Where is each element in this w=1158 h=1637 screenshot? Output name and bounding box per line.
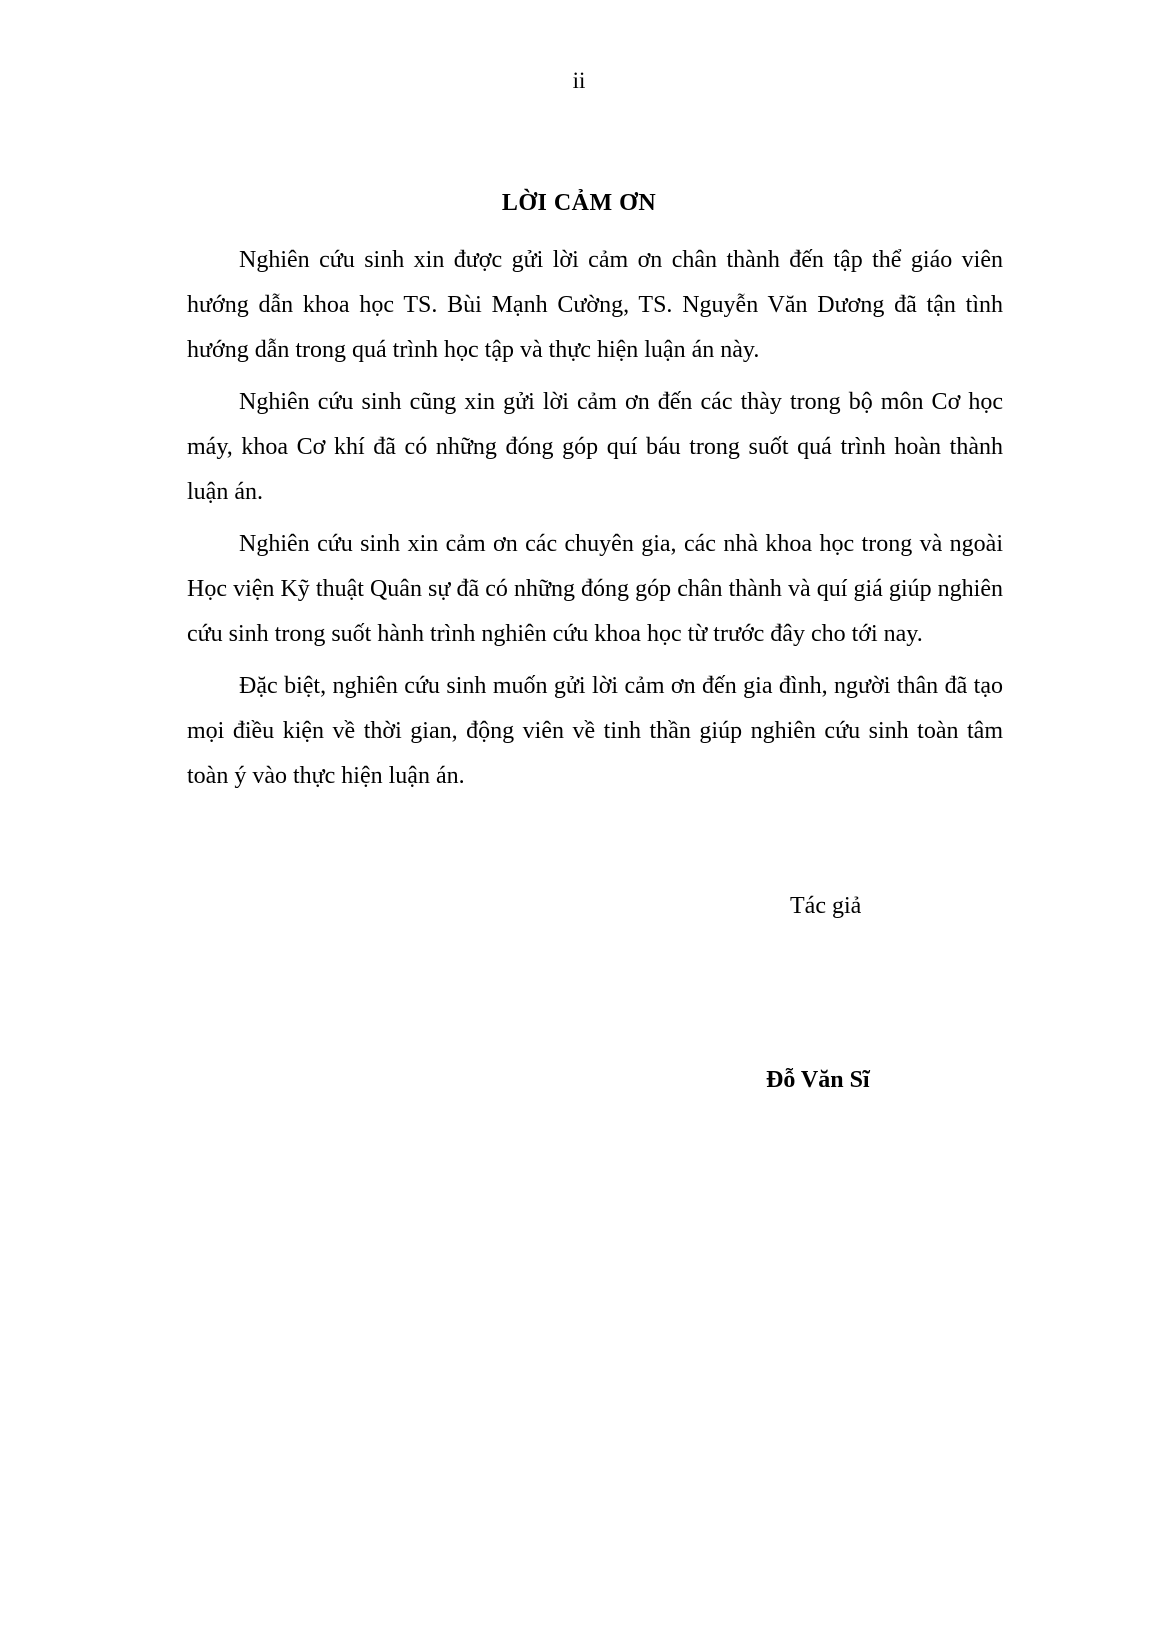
author-label: Tác giả	[790, 893, 862, 919]
paragraph-family: Đặc biệt, nghiên cứu sinh muốn gửi lời cảm ơn đến gia đình, người thân đã tạo mọi điều kiện về thời gian, động viên về tinh thần giúp nghiên cứu sinh toàn tâm toàn ý vào thực hiện luận án.	[187, 673, 1003, 789]
paragraph-advisors: Nghiên cứu sinh xin được gửi lời cảm ơn chân thành đến tập thể giáo viên hướng dẫn khoa học TS. Bùi Mạnh Cường, TS. Nguyễn Văn Dương đã tận tình hướng dẫn trong quá trình học tập và thực hiện luận án này.	[187, 247, 1003, 363]
paragraph-department: Nghiên cứu sinh cũng xin gửi lời cảm ơn đến các thày trong bộ môn Cơ học máy, khoa Cơ khí đã có những đóng góp quí báu trong suốt quá trình hoàn thành luận án.	[187, 389, 1003, 505]
paragraph-experts: Nghiên cứu sinh xin cảm ơn các chuyên gia, các nhà khoa học trong và ngoài Học viện Kỹ thuật Quân sự đã có những đóng góp chân thành và quí giá giúp nghiên cứu sinh trong suốt hành trình nghiên cứu khoa học từ trước đây cho tới nay.	[187, 531, 1003, 647]
page-title: LỜI CẢM ƠN	[501, 190, 657, 216]
author-name: Đỗ Văn Sĩ	[766, 1067, 870, 1093]
acknowledgement-body	[187, 238, 1003, 806]
page-number: ii	[572, 68, 586, 93]
